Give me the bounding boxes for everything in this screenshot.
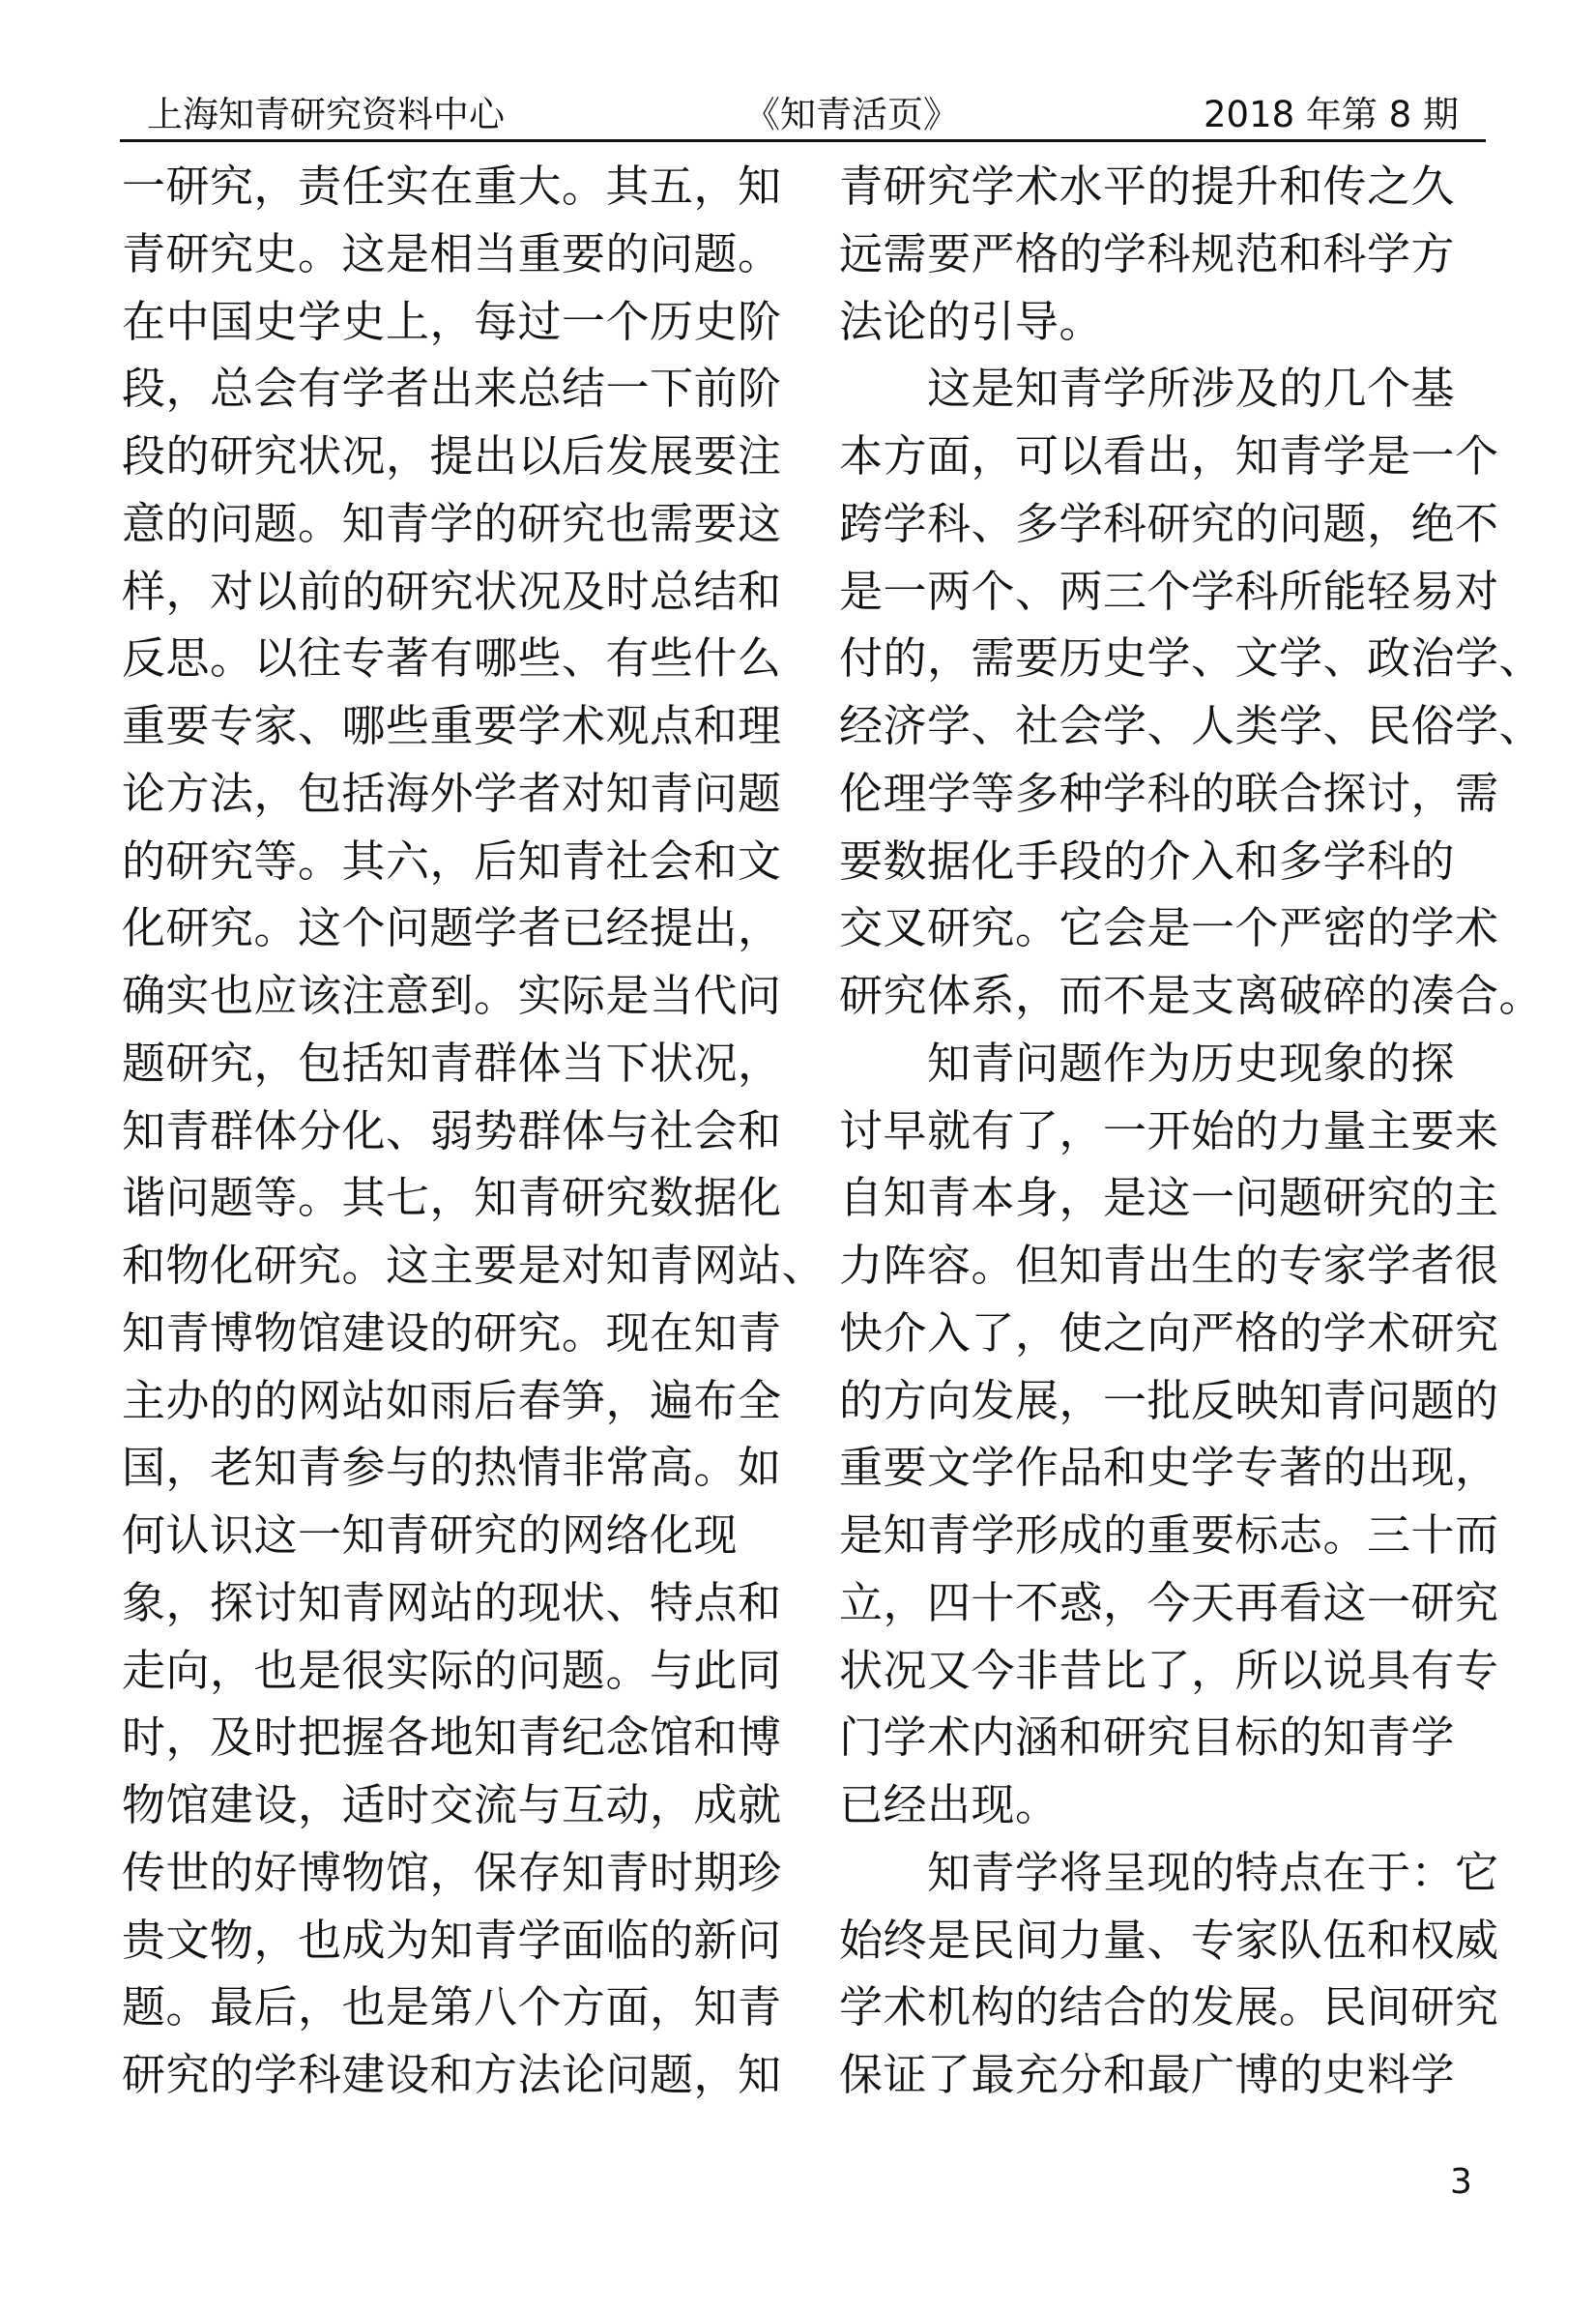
text-line: 知青学将呈现的特点在于：它 [839, 1846, 1499, 1898]
text-line: 知青群体分化、弱势群体与社会和 [122, 1104, 782, 1156]
text-line: 象，探讨知青网站的现状、特点和 [122, 1576, 782, 1628]
text-line: 快介入了，使之向严格的学术研究 [839, 1306, 1499, 1359]
text-line: 讨早就有了，一开始的力量主要来 [839, 1104, 1499, 1156]
text-line: 的研究等。其六，后知青社会和文 [122, 834, 782, 887]
text-line: 和物化研究。这主要是对知青网站、 [122, 1240, 827, 1291]
text-line: 伦理学等多种学科的联合探讨，需 [839, 767, 1499, 819]
text-line: 知青问题作为历史现象的探 [839, 1037, 1456, 1089]
text-line: 国，老知青参与的热情非常高。如 [122, 1442, 782, 1494]
text-line: 何认识这一知青研究的网络化现 [122, 1509, 739, 1561]
right-text-column [839, 153, 1544, 2109]
text-line: 样，对以前的研究状况及时总结和 [122, 565, 782, 617]
text-line: 研究体系，而不是支离破碎的凑合。 [839, 970, 1544, 1021]
page-number: 3 [1450, 2162, 1472, 2202]
text-line: 段，总会有学者出来总结一下前阶 [122, 363, 782, 415]
text-line: 交叉研究。它会是一个严密的学术 [839, 902, 1499, 954]
text-line: 知青博物馆建设的研究。现在知青 [122, 1306, 782, 1359]
text-line: 段的研究状况，提出以后发展要注 [122, 430, 782, 482]
text-line: 青研究学术水平的提升和传之久 [839, 161, 1456, 212]
text-line: 力阵容。但知青出生的专家学者很 [839, 1240, 1499, 1291]
header-organization: 上海知青研究资料中心 [147, 94, 505, 135]
text-line: 一研究，责任实在重大。其五，知 [122, 161, 782, 212]
header-issue: 2018 年第 8 期 [1204, 94, 1459, 135]
text-line: 始终是民间力量、专家队伍和权威 [839, 1914, 1499, 1966]
text-line: 确实也应该注意到。实际是当代问 [122, 970, 782, 1021]
left-text-column [122, 153, 827, 2109]
text-line: 是知青学形成的重要标志。三十而 [839, 1509, 1499, 1561]
text-line: 谐问题等。其七，知青研究数据化 [122, 1172, 782, 1224]
text-line: 立，四十不惑，今天再看这一研究 [839, 1576, 1499, 1628]
text-line: 走向，也是很实际的问题。与此同 [122, 1644, 782, 1696]
text-line: 门学术内涵和研究目标的知青学 [839, 1711, 1456, 1764]
text-line: 题。最后，也是第八个方面，知青 [122, 1981, 782, 2033]
header-publication-title: 《知青活页》 [744, 94, 959, 135]
text-line: 学术机构的结合的发展。民间研究 [839, 1981, 1499, 2033]
text-line: 物馆建设，适时交流与互动，成就 [122, 1779, 782, 1830]
text-line: 保证了最充分和最广博的史料学 [839, 2049, 1456, 2100]
text-line: 法论的引导。 [839, 295, 1104, 347]
text-line: 本方面，可以看出，知青学是一个 [839, 430, 1499, 482]
text-line: 题研究，包括知青群体当下状况， [122, 1037, 782, 1089]
text-line: 贵文物，也成为知青学面临的新问 [122, 1914, 782, 1966]
text-line: 传世的好博物馆，保存知青时期珍 [122, 1846, 782, 1898]
text-line: 已经出现。 [839, 1779, 1059, 1830]
text-line: 经济学、社会学、人类学、民俗学、 [839, 700, 1544, 751]
text-line: 时，及时把握各地知青纪念馆和博 [122, 1711, 782, 1764]
text-line: 自知青本身，是这一问题研究的主 [839, 1172, 1499, 1224]
text-line: 重要文学作品和史学专著的出现， [839, 1442, 1499, 1494]
text-line: 这是知青学所涉及的几个基 [839, 363, 1456, 415]
text-line: 意的问题。知青学的研究也需要这 [122, 497, 782, 549]
text-line: 论方法，包括海外学者对知青问题 [122, 767, 782, 819]
text-line: 反思。以往专著有哪些、有些什么 [122, 632, 782, 685]
text-line: 青研究史。这是相当重要的问题。 [122, 227, 782, 279]
text-line: 主办的的网站如雨后春笋，遍布全 [122, 1374, 782, 1426]
text-line: 的方向发展，一批反映知青问题的 [839, 1374, 1499, 1426]
text-line: 跨学科、多学科研究的问题，绝不 [839, 497, 1499, 549]
text-line: 化研究。这个问题学者已经提出， [122, 902, 782, 954]
text-line: 状况又今非昔比了，所以说具有专 [839, 1644, 1499, 1696]
text-line: 在中国史学史上，每过一个历史阶 [122, 295, 782, 347]
text-line: 要数据化手段的介入和多学科的 [839, 834, 1456, 887]
text-line: 远需要严格的学科规范和科学方 [839, 227, 1456, 279]
text-line: 付的，需要历史学、文学、政治学、 [839, 632, 1544, 685]
text-line: 是一两个、两三个学科所能轻易对 [839, 565, 1499, 617]
text-line: 研究的学科建设和方法论问题，知 [122, 2049, 782, 2100]
header-divider [120, 139, 1486, 142]
page-header [120, 79, 1486, 133]
text-line: 重要专家、哪些重要学术观点和理 [122, 700, 782, 751]
